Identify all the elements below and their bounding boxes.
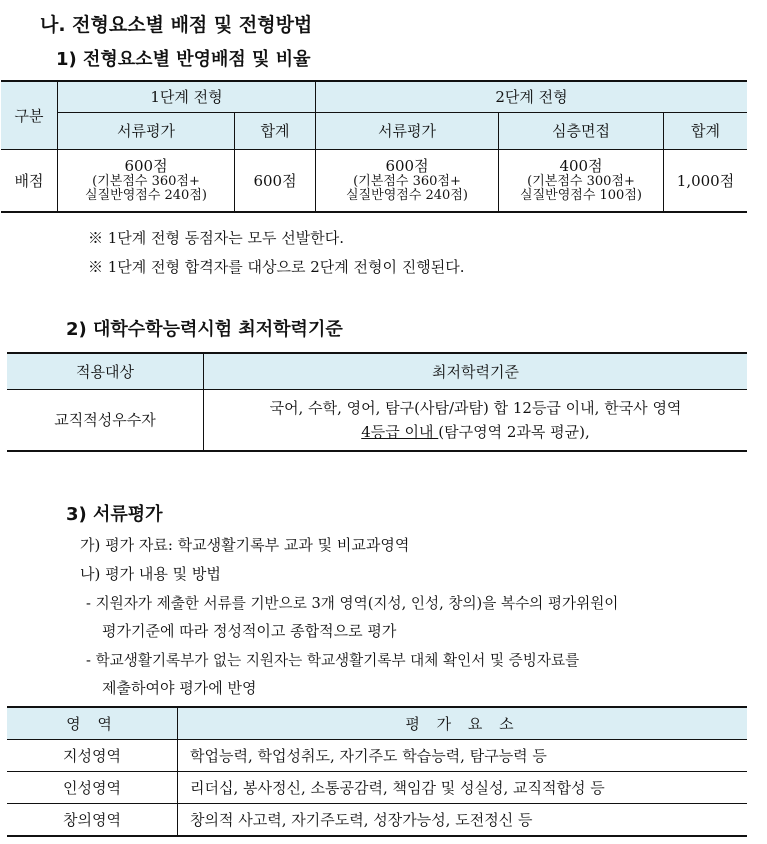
bullet-2-line-2: 제출하여야 평가에 반영 — [102, 679, 257, 697]
header-target: 적용대상 — [7, 353, 204, 389]
subsection-heading-1: 1) 전형요소별 반영배점 및 비율 — [56, 49, 311, 70]
stage2-seoryu-detail-b: 실질반영점수 240점) — [346, 187, 468, 203]
header-total-1: 합계 — [235, 112, 316, 149]
criteria-rest: (탐구영역 2과목 평균), — [438, 422, 590, 441]
header-stage1: 1단계 전형 — [58, 81, 316, 112]
header-seoryu-1: 서류평가 — [58, 112, 235, 149]
cell-stage2-total: 1,000점 — [664, 149, 748, 212]
criteria-underlined: 4등급 이내 — [361, 422, 439, 441]
interview-detail-b: 실질반영점수 100점) — [520, 187, 642, 203]
subsection-heading-2: 2) 대학수학능력시험 최저학력기준 — [66, 319, 343, 340]
elements-cell: 창의적 사고력, 자기주도력, 성장가능성, 도전정신 등 — [178, 804, 748, 837]
area-cell: 인성영역 — [7, 772, 178, 804]
row-label-score: 배점 — [1, 149, 58, 212]
stage1-seoryu-detail-a: (기본점수 360점+ — [92, 173, 200, 189]
stage2-seoryu-detail-a: (기본점수 360점+ — [353, 173, 461, 189]
header-criteria: 최저학력기준 — [204, 353, 748, 389]
header-area: 영 역 — [7, 707, 178, 740]
stage1-seoryu-score: 600점 — [124, 156, 168, 175]
score-table — [1, 80, 747, 213]
header-total-2: 합계 — [664, 112, 748, 149]
area-cell: 창의영역 — [7, 804, 178, 837]
stage2-seoryu-score: 600점 — [385, 156, 429, 175]
header-stage2: 2단계 전형 — [316, 81, 748, 112]
cell-target: 교직적성우수자 — [7, 389, 204, 451]
cell-stage1-seoryu — [58, 149, 235, 212]
elements-cell: 리더십, 봉사정신, 소통공감력, 책임감 및 성실성, 교직적합성 등 — [178, 772, 748, 804]
table-row — [7, 740, 747, 772]
header-gubun: 구분 — [1, 81, 58, 149]
header-seoryu-2: 서류평가 — [316, 112, 499, 149]
note-2: ※ 1단계 전형 합격자를 대상으로 2단계 전형이 진행된다. — [88, 258, 465, 276]
cell-criteria — [204, 389, 748, 451]
table-row — [7, 772, 747, 804]
bullet-1-line-1: - 지원자가 제출한 서류를 기반으로 3개 영역(지성, 인성, 창의)을 복수의 평가위원이 — [86, 595, 619, 612]
table-row — [7, 804, 747, 837]
criteria-line-2 — [204, 420, 747, 444]
area-cell: 지성영역 — [7, 740, 178, 772]
note-1: ※ 1단계 전형 동점자는 모두 선발한다. — [88, 229, 345, 247]
section-heading: 나. 전형요소별 배점 및 전형방법 — [40, 14, 313, 36]
bullet-2-line-1: - 학교생활기록부가 없는 지원자는 학교생활기록부 대체 확인서 및 증빙자료를 — [86, 652, 580, 669]
min-standard-table — [7, 352, 747, 452]
criteria-line-1: 국어, 수학, 영어, 탐구(사탐/과탐) 합 12등급 이내, 한국사 영역 — [269, 398, 682, 417]
subsection-heading-3: 3) 서류평가 — [66, 504, 163, 525]
bullet-1-line-2: 평가기준에 따라 정성적이고 종합적으로 평가 — [102, 622, 397, 640]
header-elements: 평 가 요 소 — [178, 707, 748, 740]
stage1-seoryu-detail-b: 실질반영점수 240점) — [85, 187, 207, 203]
interview-score: 400점 — [559, 156, 603, 175]
cell-interview — [499, 149, 664, 212]
elements-cell: 학업능력, 학업성취도, 자기주도 학습능력, 탐구능력 등 — [178, 740, 748, 772]
item-na: 나) 평가 내용 및 방법 — [80, 565, 221, 583]
header-interview: 심층면접 — [499, 112, 664, 149]
cell-stage1-total: 600점 — [235, 149, 316, 212]
cell-stage2-seoryu — [316, 149, 499, 212]
evaluation-elements-table — [7, 706, 747, 837]
interview-detail-a: (기본점수 300점+ — [527, 173, 635, 189]
item-ga: 가) 평가 자료: 학교생활기록부 교과 및 비교과영역 — [80, 536, 410, 554]
